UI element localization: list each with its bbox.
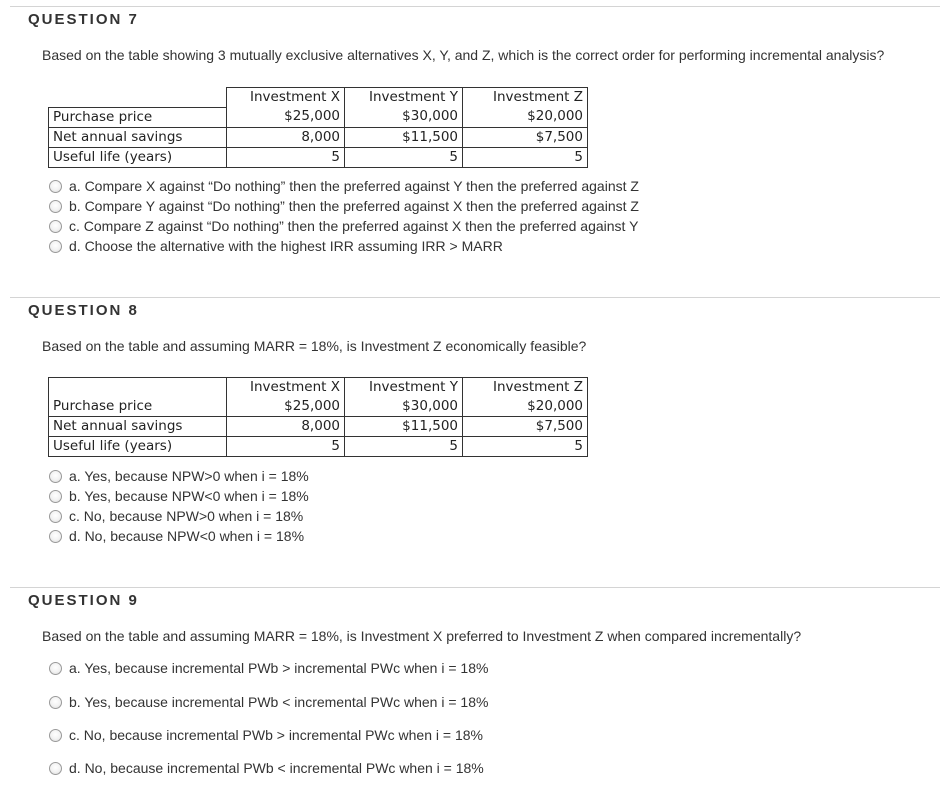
option-label: b. Compare Y against “Do nothing” then the preferred against X then the preferred against Z — [69, 198, 639, 214]
option-label: b. Yes, because incremental PWb < incremental PWc when i = 18% — [69, 694, 489, 710]
option-label: c. No, because incremental PWb > incremental PWc when i = 18% — [69, 727, 483, 743]
cell-y-purchase-price: $30,000 — [345, 397, 463, 417]
cell-z-purchase-price: $20,000 — [463, 107, 588, 127]
cell-x-purchase-price: $25,000 — [227, 397, 345, 417]
cell-x-useful-life: 5 — [227, 437, 345, 457]
radio-button[interactable] — [49, 220, 62, 233]
q7-option-d[interactable] — [49, 236, 503, 256]
cell-y-purchase-price: $30,000 — [345, 107, 463, 127]
cell-x-useful-life: 5 — [227, 147, 345, 167]
option-label: c. Compare Z against “Do nothing” then the preferred against X then the preferred against Y — [69, 218, 639, 234]
question-7-heading: QUESTION 7 — [28, 11, 139, 28]
cell-z-purchase-price: $20,000 — [463, 397, 588, 417]
header-investment-y: Investment Y — [345, 88, 463, 108]
cell-z-net-annual-savings: $7,500 — [463, 127, 588, 147]
option-label: c. No, because NPW>0 when i = 18% — [69, 508, 304, 524]
cell-z-useful-life: 5 — [463, 437, 588, 457]
header-investment-z: Investment Z — [463, 378, 588, 398]
radio-button[interactable] — [49, 530, 62, 543]
option-label: d. No, because incremental PWb < incremental PWc when i = 18% — [69, 760, 484, 776]
radio-button[interactable] — [49, 470, 62, 483]
q7-option-a[interactable] — [49, 176, 639, 196]
question-8-text: Based on the table and assuming MARR = 18%, is Investment Z economically feasible? — [42, 338, 587, 354]
radio-button[interactable] — [49, 762, 62, 775]
question-9-text: Based on the table and assuming MARR = 18%, is Investment X preferred to Investment Z when compared incrementally? — [42, 628, 802, 644]
radio-button[interactable] — [49, 490, 62, 503]
q8-option-c[interactable] — [49, 506, 303, 526]
option-label: d. Choose the alternative with the highest IRR assuming IRR > MARR — [69, 238, 503, 254]
q9-option-a[interactable] — [49, 658, 488, 678]
radio-button[interactable] — [49, 729, 62, 742]
header-investment-y: Investment Y — [345, 378, 463, 398]
question-8-heading: QUESTION 8 — [28, 302, 139, 319]
q9-option-c[interactable] — [49, 725, 483, 745]
investment-table-q8 — [48, 377, 588, 457]
option-label: a. Yes, because incremental PWb > incremental PWc when i = 18% — [69, 660, 489, 676]
option-label: a. Yes, because NPW>0 when i = 18% — [69, 468, 309, 484]
row-label-purchase-price: Purchase price — [49, 107, 227, 127]
cell-y-net-annual-savings: $11,500 — [345, 417, 463, 437]
cell-y-useful-life: 5 — [345, 437, 463, 457]
divider — [10, 587, 940, 588]
radio-button[interactable] — [49, 240, 62, 253]
divider — [10, 6, 940, 7]
cell-y-useful-life: 5 — [345, 147, 463, 167]
cell-x-net-annual-savings: 8,000 — [227, 417, 345, 437]
q9-option-d[interactable] — [49, 758, 484, 778]
q8-option-d[interactable] — [49, 526, 304, 546]
q7-option-b[interactable] — [49, 196, 639, 216]
row-label-useful-life: Useful life (years) — [49, 437, 227, 457]
option-label: b. Yes, because NPW<0 when i = 18% — [69, 488, 309, 504]
radio-button[interactable] — [49, 180, 62, 193]
radio-button[interactable] — [49, 662, 62, 675]
cell-z-net-annual-savings: $7,500 — [463, 417, 588, 437]
row-label-purchase-price: Purchase price — [49, 397, 227, 417]
radio-button[interactable] — [49, 510, 62, 523]
q8-option-b[interactable] — [49, 486, 309, 506]
option-label: d. No, because NPW<0 when i = 18% — [69, 528, 305, 544]
cell-x-purchase-price: $25,000 — [227, 107, 345, 127]
row-label-net-annual-savings: Net annual savings — [49, 127, 227, 147]
header-investment-z: Investment Z — [463, 88, 588, 108]
radio-button[interactable] — [49, 200, 62, 213]
q7-option-c[interactable] — [49, 216, 638, 236]
q8-option-a[interactable] — [49, 466, 309, 486]
header-investment-x: Investment X — [227, 378, 345, 398]
radio-button[interactable] — [49, 696, 62, 709]
q9-option-b[interactable] — [49, 692, 488, 712]
row-label-useful-life: Useful life (years) — [49, 147, 227, 167]
investment-table-q7 — [48, 87, 588, 168]
question-7-text: Based on the table showing 3 mutually exclusive alternatives X, Y, and Z, which is the correct order for performing incremental analysis? — [42, 47, 885, 63]
cell-x-net-annual-savings: 8,000 — [227, 127, 345, 147]
divider — [10, 297, 940, 298]
cell-y-net-annual-savings: $11,500 — [345, 127, 463, 147]
cell-z-useful-life: 5 — [463, 147, 588, 167]
question-9-heading: QUESTION 9 — [28, 592, 139, 609]
header-investment-x: Investment X — [227, 88, 345, 108]
row-label-net-annual-savings: Net annual savings — [49, 417, 227, 437]
option-label: a. Compare X against “Do nothing” then the preferred against Y then the preferred against Z — [69, 178, 639, 194]
